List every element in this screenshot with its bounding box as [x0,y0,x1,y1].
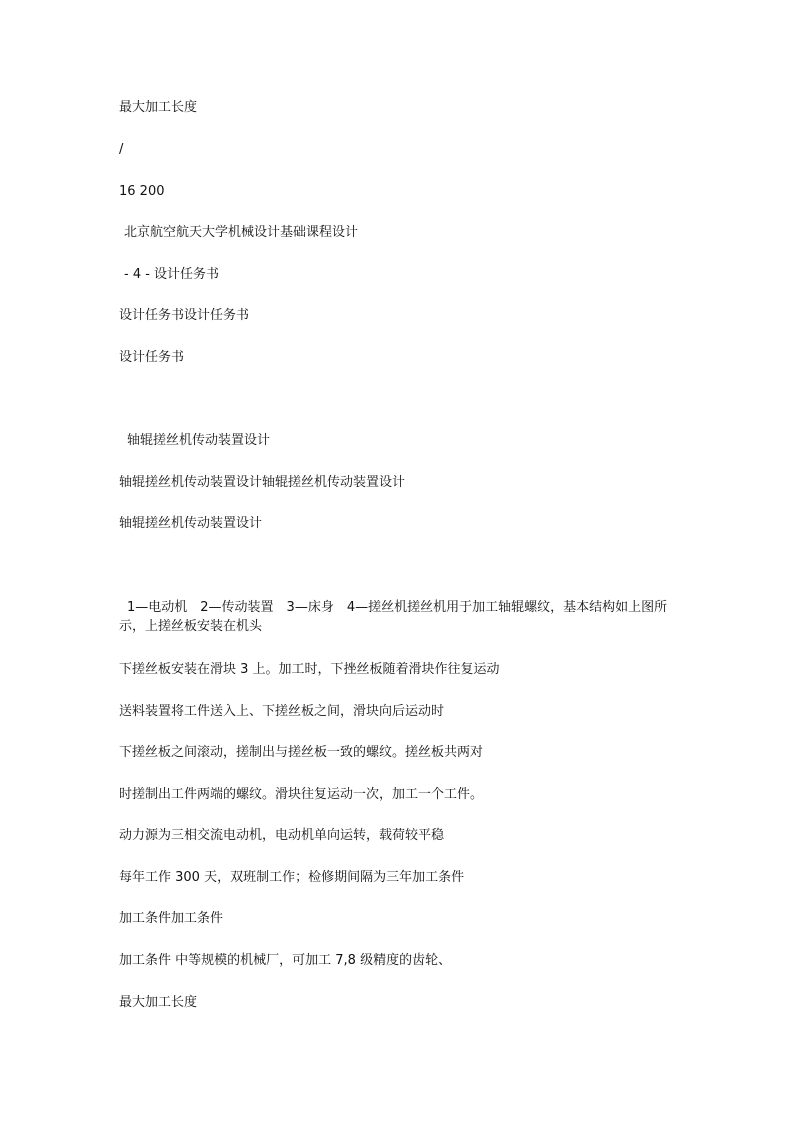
text-line: 加工条件 中等规模的机械厂，可加工 7,8 级精度的齿轮、 [119,953,452,968]
section-heading: 轴辊搓丝机传动装置设计 [127,433,271,448]
text-line: 时搓制出工件两端的螺纹。滑块往复运动一次，加工一个工件。 [119,787,484,802]
text-line: 设计任务书设计任务书 [119,308,250,323]
text-line: 送料装置将工件送入上、下搓丝板之间，滑块向后运动时 [119,704,445,719]
text-line: 动力源为三相交流电动机，电动机单向运转，载荷较平稳 [119,828,445,843]
figure-caption-paragraph: 1—电动机 2—传动装置 3—床身 4—搓丝机搓丝机用于加工轴辊螺纹，基本结构如上图所示，上搓丝板安装在机头 [119,600,668,634]
header-title: 北京航空航天大学机械设计基础课程设计 [124,225,359,240]
text-line: 加工条件加工条件 [119,911,224,926]
text-line: 最大加工长度 [119,100,198,115]
text-line: 轴辊搓丝机传动装置设计轴辊搓丝机传动装置设计 [119,475,406,490]
text-line: 16 200 [119,184,165,199]
text-line: 轴辊搓丝机传动装置设计 [119,516,263,531]
page-number-line: - 4 - 设计任务书 [124,267,220,282]
text-line: 设计任务书 [119,350,185,365]
text-line: 下搓丝板安装在滑块 3 上。加工时，下挫丝板随着滑块作往复运动 [119,662,500,677]
text-line: 每年工作 300 天，双班制工作；检修期间隔为三年加工条件 [119,870,465,885]
text-line: 下搓丝板之间滚动，搓制出与搓丝板一致的螺纹。搓丝板共两对 [119,745,484,760]
text-line: 最大加工长度 [119,995,198,1010]
text-line: / [119,142,124,157]
